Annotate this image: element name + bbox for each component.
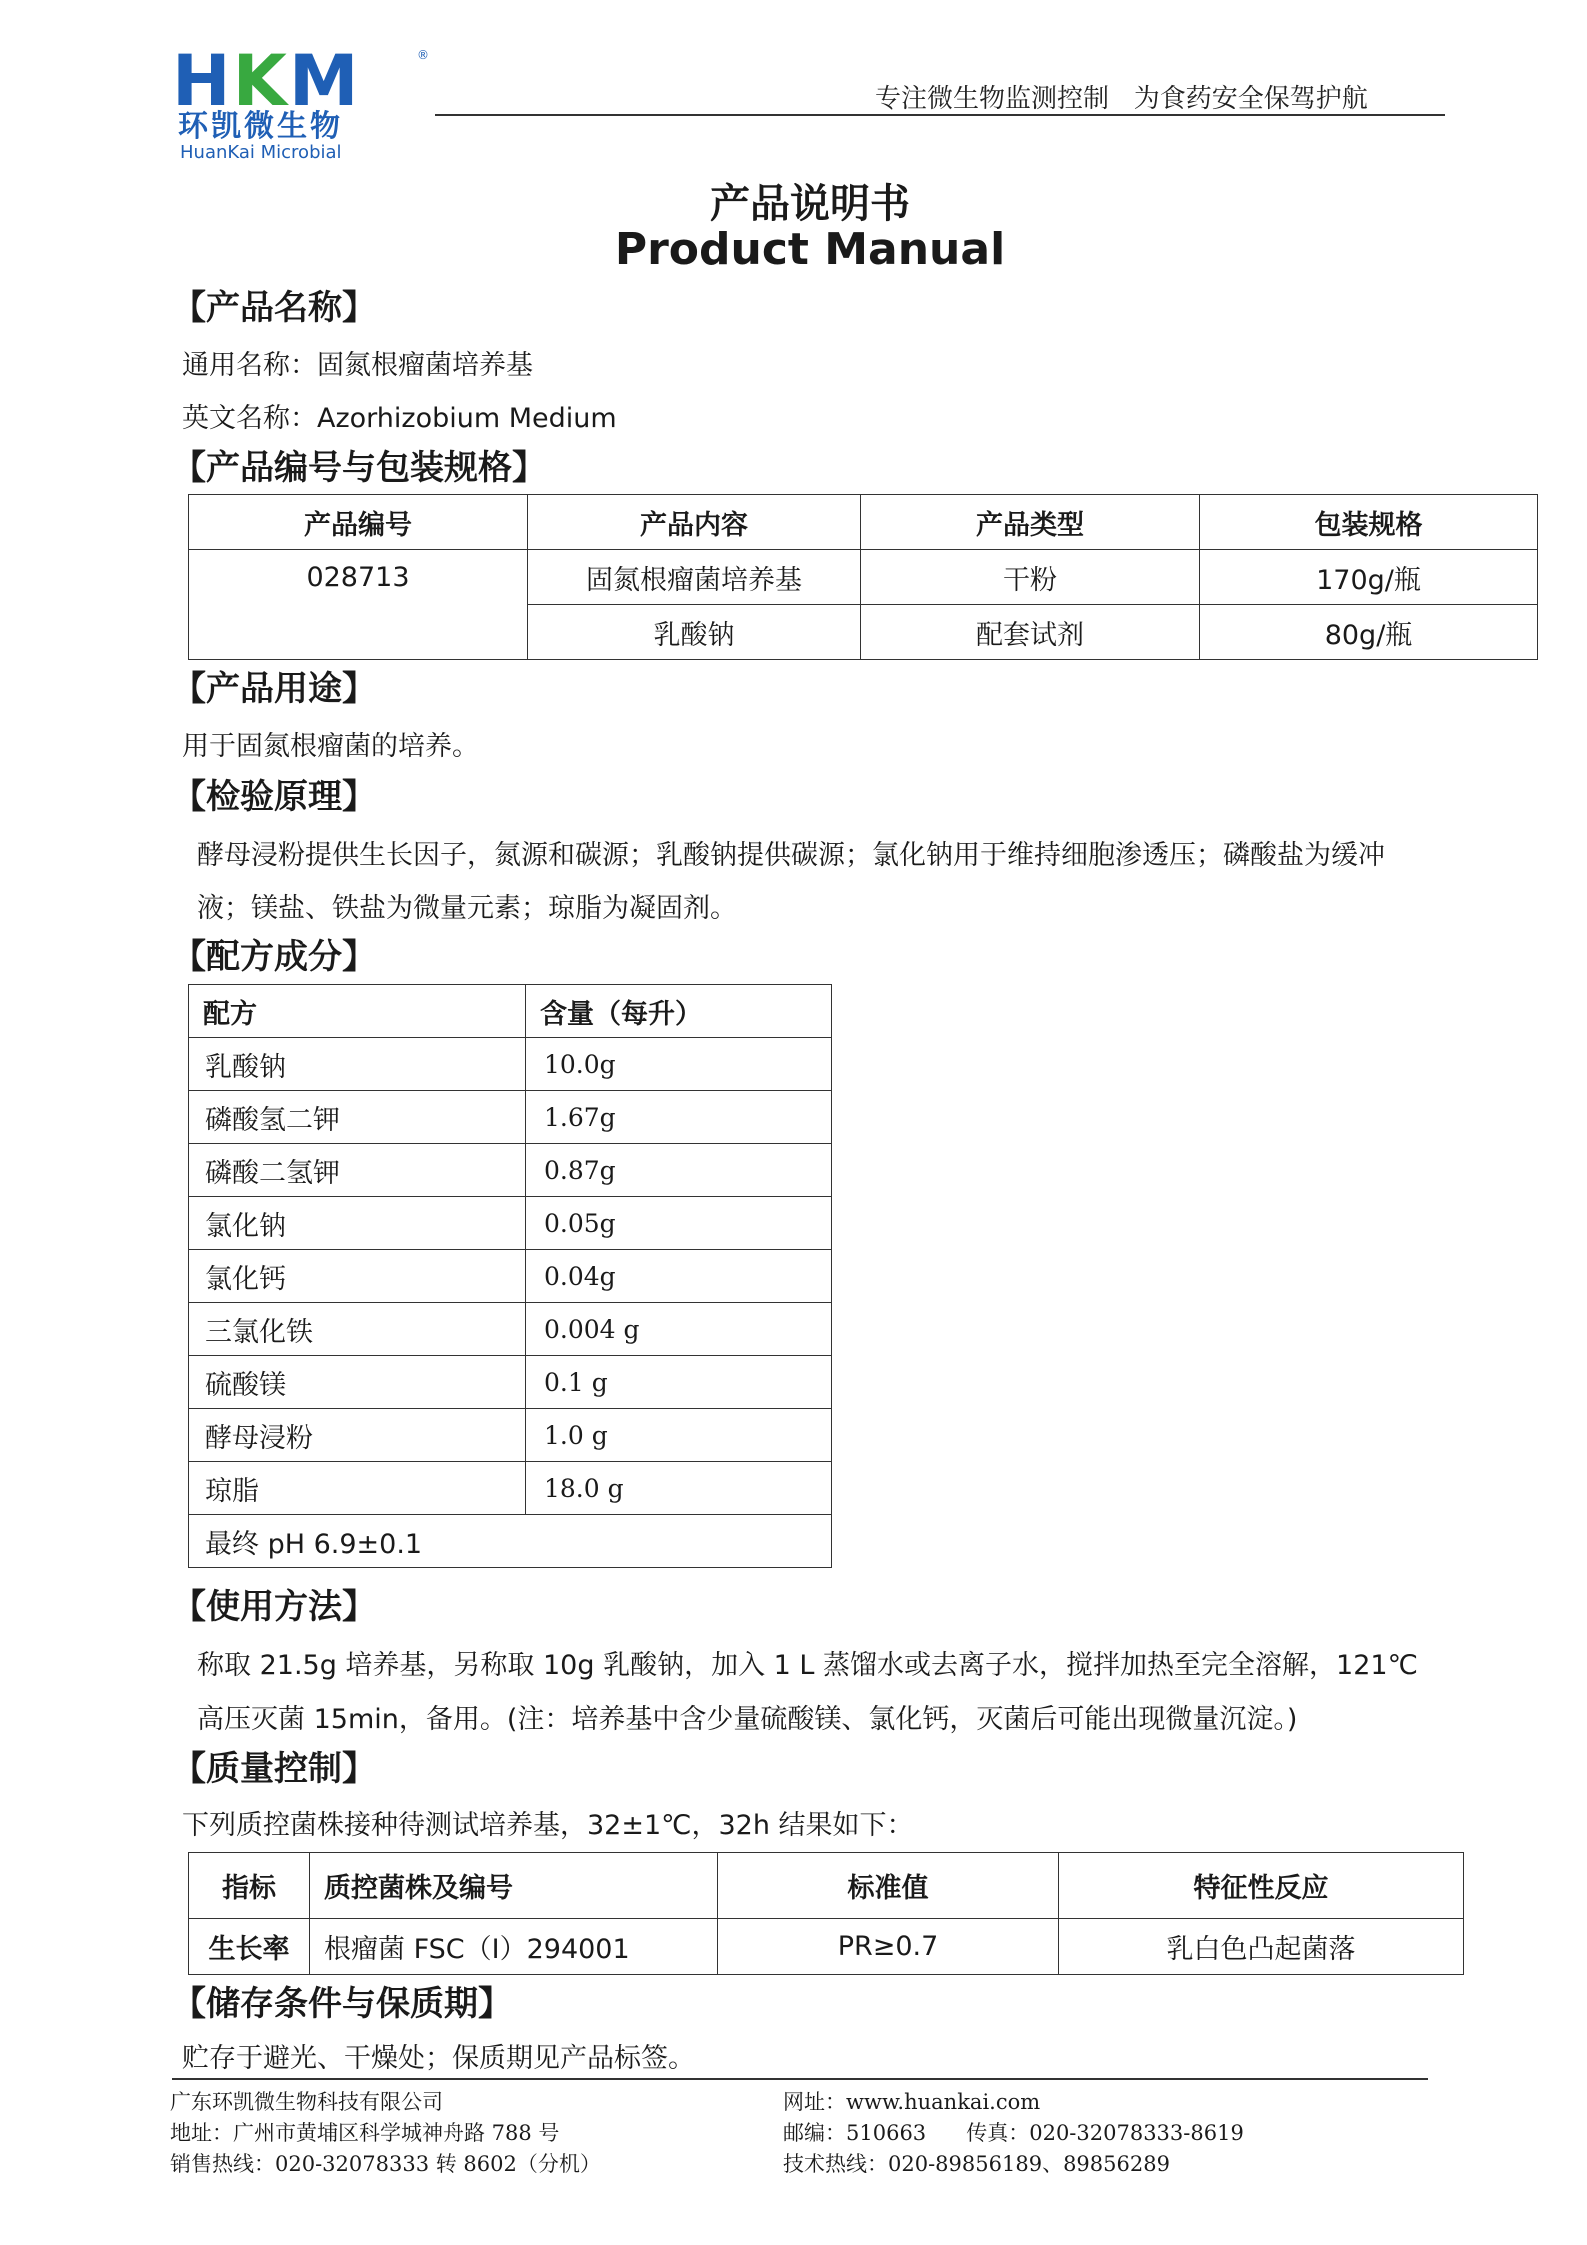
method-line-2: 高压灭菌 15min，备用。(注：培养基中含少量硫酸镁、氯化钙，灭菌后可能出现微量沉淀。) (197, 1704, 1298, 1735)
qc-intro: 下列质控菌株接种待测试培养基，32±1℃，32h 结果如下： (182, 1810, 914, 1841)
type-cell: 干粉 (861, 550, 1200, 605)
principle-line-2: 液；镁盐、铁盐为微量元素；琼脂为凝固剂。 (197, 893, 737, 924)
common-name: 通用名称：固氮根瘤菌培养基 (182, 350, 533, 381)
ingredient-amount: 1.67g (526, 1091, 832, 1144)
ingredient-name: 磷酸氢二钾 (189, 1091, 526, 1144)
principle-line-1: 酵母浸粉提供生长因子，氮源和碳源；乳酸钠提供碳源；氯化钠用于维持细胞渗透压；磷酸盐为缓冲 (197, 840, 1385, 871)
header-cell: 产品内容 (528, 495, 861, 550)
ingredient-amount: 0.1 g (526, 1356, 832, 1409)
table-row (189, 1409, 832, 1462)
table-row (189, 1038, 832, 1091)
spec-cell: 80g/瓶 (1200, 605, 1538, 660)
ingredient-name: 氯化钙 (189, 1250, 526, 1303)
header-cell: 产品类型 (861, 495, 1200, 550)
table-header-row (189, 1853, 1464, 1919)
spec-cell: 170g/瓶 (1200, 550, 1538, 605)
header-cell: 标准值 (718, 1853, 1059, 1919)
qc-table (188, 1852, 1464, 1975)
use-text: 用于固氮根瘤菌的培养。 (182, 731, 479, 762)
ingredient-name: 酵母浸粉 (189, 1409, 526, 1462)
table-row (189, 550, 1538, 605)
header-slogan: 专注微生物监测控制 为食药安全保驾护航 (875, 84, 1368, 114)
logo-hkm: HKM (172, 40, 361, 122)
section-heading-packaging: 【产品编号与包装规格】 (172, 448, 546, 488)
table-row (189, 1356, 832, 1409)
header-cell: 特征性反应 (1059, 1853, 1464, 1919)
ingredient-amount: 0.004 g (526, 1303, 832, 1356)
storage-text: 贮存于避光、干燥处；保质期见产品标签。 (182, 2043, 695, 2074)
product-code-cell: 028713 (189, 550, 528, 660)
ingredient-name: 氯化钠 (189, 1197, 526, 1250)
ingredient-amount: 10.0g (526, 1038, 832, 1091)
footer-address: 地址：广州市黄埔区科学城神舟路 788 号 (170, 2121, 560, 2145)
header-cell: 包装规格 (1200, 495, 1538, 550)
table-row (189, 1462, 832, 1515)
header-rule (435, 114, 1445, 116)
indicator-cell: 生长率 (189, 1919, 310, 1975)
table-row (189, 1515, 832, 1568)
header-cell: 产品编号 (189, 495, 528, 550)
footer-postcode-fax: 邮编：510663 传真：020-32078333-8619 (783, 2121, 1244, 2145)
ingredient-name: 三氯化铁 (189, 1303, 526, 1356)
footer-tech-hotline: 技术热线：020-89856189、89856289 (783, 2152, 1170, 2176)
packaging-table (188, 494, 1538, 660)
footer-sales-hotline: 销售热线：020-32078333 转 8602（分机） (170, 2152, 601, 2176)
table-row (189, 1091, 832, 1144)
ingredient-name: 琼脂 (189, 1462, 526, 1515)
title-english: Product Manual (614, 224, 1006, 275)
table-header-row (189, 985, 832, 1038)
final-ph: 最终 pH 6.9±0.1 (189, 1515, 832, 1568)
content-cell: 固氮根瘤菌培养基 (528, 550, 861, 605)
table-header-row (189, 495, 1538, 550)
logo-registered-mark: ® (417, 48, 429, 62)
footer-website: 网址：www.huankai.com (783, 2090, 1041, 2114)
ingredient-amount: 0.04g (526, 1250, 832, 1303)
footer-rule (172, 2078, 1428, 2080)
section-heading-quality: 【质量控制】 (172, 1749, 376, 1789)
section-heading-formula: 【配方成分】 (172, 937, 376, 977)
header-cell: 质控菌株及编号 (310, 1853, 718, 1919)
header-cell: 配方 (189, 985, 526, 1038)
section-heading-principle: 【检验原理】 (172, 777, 376, 817)
logo-english-name: HuanKai Microbial (180, 142, 342, 163)
type-cell: 配套试剂 (861, 605, 1200, 660)
title-chinese: 产品说明书 (710, 181, 910, 227)
table-row (189, 1144, 832, 1197)
method-line-1: 称取 21.5g 培养基，另称取 10g 乳酸钠，加入 1 L 蒸馏水或去离子水，搅拌加热至完全溶解，121℃ (197, 1650, 1418, 1681)
ingredient-name: 乳酸钠 (189, 1038, 526, 1091)
english-name: 英文名称：Azorhizobium Medium (182, 403, 617, 434)
table-row (189, 1919, 1464, 1975)
reaction-cell: 乳白色凸起菌落 (1059, 1919, 1464, 1975)
content-cell: 乳酸钠 (528, 605, 861, 660)
section-heading-use: 【产品用途】 (172, 669, 376, 709)
section-heading-product-name: 【产品名称】 (172, 288, 376, 328)
logo-chinese-name: 环凯微生物 (178, 109, 343, 144)
table-row (189, 1250, 832, 1303)
table-row (189, 1303, 832, 1356)
footer-company: 广东环凯微生物科技有限公司 (170, 2090, 443, 2114)
ingredient-amount: 18.0 g (526, 1462, 832, 1515)
standard-cell: PR≥0.7 (718, 1919, 1059, 1975)
header-cell: 指标 (189, 1853, 310, 1919)
header-cell: 含量（每升） (526, 985, 832, 1038)
section-heading-method: 【使用方法】 (172, 1587, 376, 1627)
formula-table (188, 984, 832, 1568)
ingredient-amount: 0.87g (526, 1144, 832, 1197)
ingredient-amount: 0.05g (526, 1197, 832, 1250)
ingredient-name: 磷酸二氢钾 (189, 1144, 526, 1197)
ingredient-name: 硫酸镁 (189, 1356, 526, 1409)
table-row (189, 1197, 832, 1250)
ingredient-amount: 1.0 g (526, 1409, 832, 1462)
section-heading-storage: 【储存条件与保质期】 (172, 1984, 512, 2024)
strain-cell: 根瘤菌 FSC（I）294001 (310, 1919, 718, 1975)
